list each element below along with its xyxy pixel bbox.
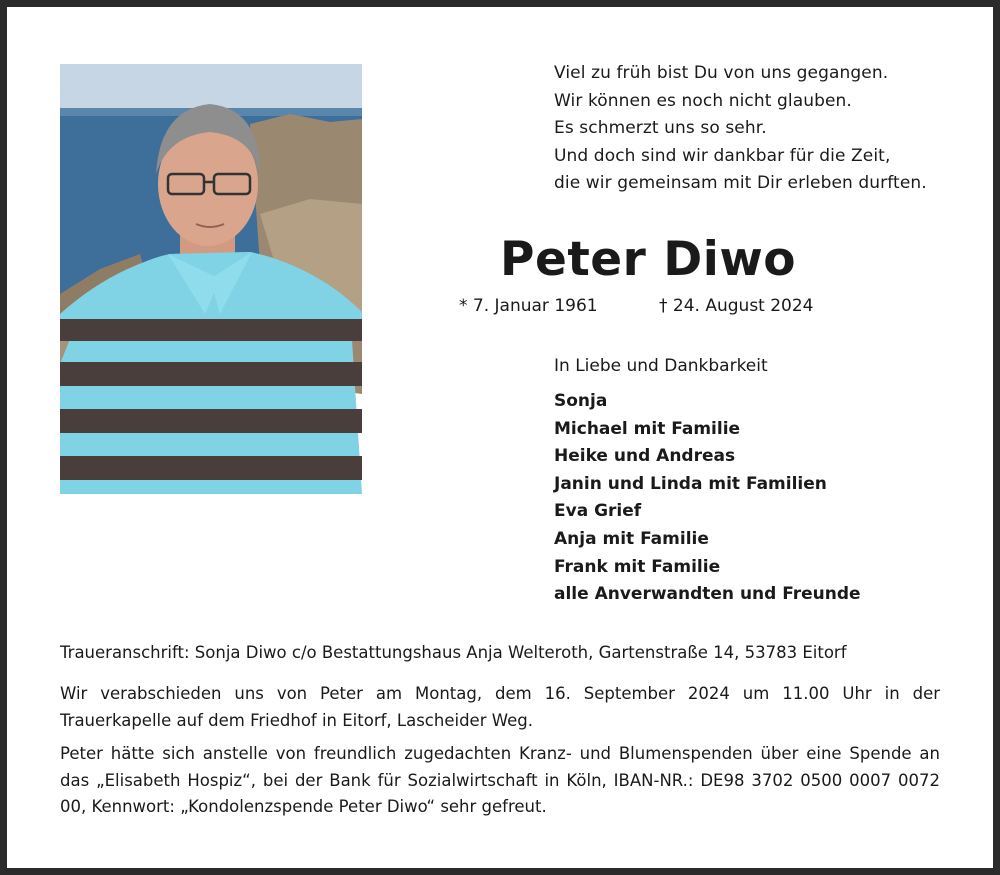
mourner-name: Janin und Linda mit Familien bbox=[554, 473, 827, 494]
poem-line: Viel zu früh bist Du von uns gegangen. bbox=[554, 63, 889, 83]
mourner-name: Sonja bbox=[554, 391, 608, 411]
mourner-name: Michael mit Familie bbox=[554, 418, 741, 439]
deceased-name: Peter Diwo bbox=[500, 232, 797, 287]
poem bbox=[554, 60, 927, 198]
mourner-name: Frank mit Familie bbox=[554, 556, 721, 577]
mourners-intro: In Liebe und Dankbarkeit bbox=[554, 356, 768, 376]
poem-line: Und doch sind wir dankbar für die Zeit, bbox=[554, 145, 891, 166]
obituary-notice bbox=[7, 7, 993, 868]
death-date: † 24. August 2024 bbox=[659, 296, 814, 316]
mourner-name: alle Anverwandten und Freunde bbox=[554, 584, 861, 605]
mourner-name: Anja mit Familie bbox=[554, 528, 709, 549]
donation-notice: Peter hätte sich anstelle von freundlich zugedachten Kranz- und Blumenspenden über eine Spende an das „Elisabeth Hospiz“, bei der Bank für Sozialwirtschaft in Köln, IBAN-NR.: DE98 3702 0500 0007 0072 00, Kennwort: „Kondolenzspende Peter Diwo“ sehr gefreut. bbox=[60, 744, 940, 816]
birth-date: * 7. Januar 1961 bbox=[459, 296, 598, 316]
farewell-notice: Wir verabschieden uns von Peter am Montag, dem 16. September 2024 um 11.00 Uhr in der Trauerkapelle auf dem Friedhof in Eitorf, Lascheider Weg. bbox=[60, 684, 940, 730]
poem-line: die wir gemeinsam mit Dir erleben durften. bbox=[554, 173, 927, 193]
poem-line: Wir können es noch nicht glauben. bbox=[554, 90, 852, 111]
poem-line: Es schmerzt uns so sehr. bbox=[554, 118, 767, 138]
portrait-photo bbox=[60, 64, 362, 494]
mourners-list bbox=[554, 388, 861, 609]
mourner-name: Eva Grief bbox=[554, 501, 642, 522]
mourning-address: Traueranschrift: Sonja Diwo c/o Bestattungshaus Anja Welteroth, Gartenstraße 14, 53783 Eitorf bbox=[60, 643, 847, 662]
mourner-name: Heike und Andreas bbox=[554, 446, 736, 467]
